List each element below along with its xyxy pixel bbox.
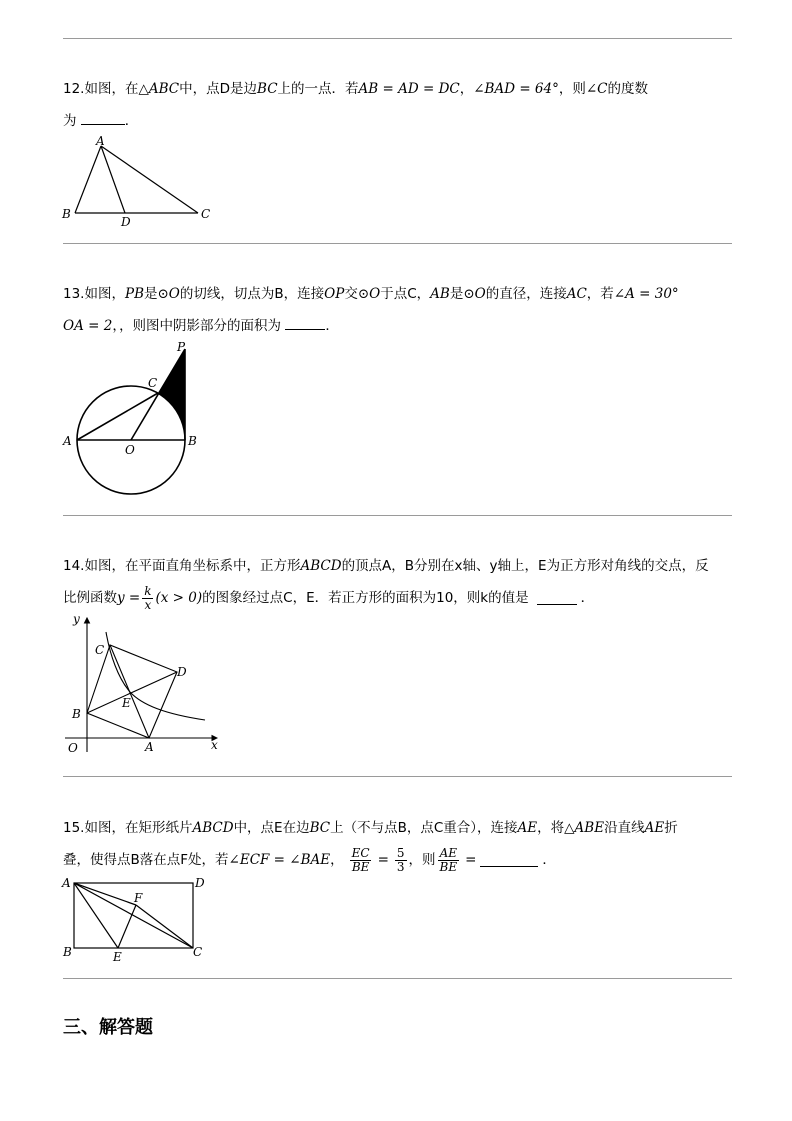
q15-label-c: C: [193, 945, 203, 959]
q13-label-p: P: [177, 340, 186, 354]
q13-math: ∠A = 30°: [613, 286, 679, 302]
divider-top: [63, 38, 732, 39]
q15-frac-den: BE: [439, 859, 458, 874]
section-heading: 三、解答题: [63, 1017, 153, 1038]
divider-q13: [63, 515, 732, 516]
q13-text: 的切线，切点为B，连接: [179, 286, 325, 302]
q14-diagonal-bd: [87, 672, 177, 713]
q15-frac-num: 5: [396, 845, 405, 860]
q13-line-1: [63, 285, 679, 303]
q13-text: 的直径，连接: [485, 286, 567, 302]
q15-text: 如图，在矩形纸片: [84, 820, 193, 836]
q15-math: BC: [309, 820, 331, 836]
q13-text: ，若: [586, 286, 614, 302]
q12-math: ∠BAD = 64°: [473, 81, 559, 97]
q14-label-y: y: [73, 612, 80, 626]
q13-text: 于点C，: [380, 286, 431, 302]
q15-math: ABCD: [192, 820, 234, 836]
q12-math: AB = AD = DC: [358, 81, 460, 97]
q12-label-b: B: [62, 207, 71, 221]
divider-q14: [63, 776, 732, 777]
q14-frac-num: k: [144, 583, 152, 598]
q15-frac-num: AE: [439, 845, 458, 860]
q15-frac-den: 3: [396, 859, 405, 874]
q12-figure: [60, 135, 220, 230]
q15-segment-fc: [136, 905, 193, 948]
q15-fraction-ae-over-be: [438, 847, 460, 874]
q12-text: 为: [63, 113, 77, 129]
q15-label-e: E: [113, 950, 122, 964]
q14-math: y =: [117, 590, 141, 606]
q15-math: AE: [644, 820, 665, 836]
q13-text: 是: [144, 286, 158, 302]
q14-square-abcd: [87, 645, 177, 738]
q13-text: ，: [112, 318, 120, 334]
q15-frac-num: EC: [351, 845, 370, 860]
q13-answer-blank[interactable]: [285, 317, 325, 330]
q13-figure: [58, 340, 208, 502]
q13-line-2: [63, 317, 339, 335]
q15-label-a: A: [62, 876, 71, 890]
q15-text: 叠，使得点B落在点F处，若: [63, 852, 229, 868]
q12-text: 上的一点．若: [277, 81, 359, 97]
q14-answer-blank[interactable]: [537, 592, 577, 605]
q15-equals: =: [377, 852, 389, 868]
q12-math: ∠C: [585, 81, 608, 97]
q13-math: AC: [566, 286, 587, 302]
divider-q15: [63, 978, 732, 979]
q14-period: ．: [580, 590, 595, 606]
q15-text: ，将: [537, 820, 565, 836]
q15-math: △ABE: [564, 820, 605, 836]
q15-fraction-5-over-3: [395, 847, 407, 874]
q13-text: ，则图中阴影部分的面积为: [119, 318, 282, 334]
q12-text: ，: [459, 81, 474, 97]
q14-text: 比例函数: [63, 590, 117, 606]
q15-segment-ae: [74, 883, 118, 948]
q13-math: ⊙O: [357, 286, 381, 302]
q14-frac-den: x: [144, 597, 152, 612]
q15-text: 上（不与点B，点C重合），连接: [330, 820, 518, 836]
q14-hyperbola: [106, 632, 205, 720]
q13-period: ．: [325, 318, 339, 334]
q12-text: 中，点D是边: [179, 81, 258, 97]
q12-period: ．: [124, 113, 139, 129]
q12-label-c: C: [201, 207, 211, 221]
q14-math: (x > 0): [155, 590, 203, 606]
q12-line-1: [63, 80, 648, 98]
divider-q12: [63, 243, 732, 244]
q13-math: OP: [324, 286, 345, 302]
q12-answer-blank[interactable]: [81, 112, 125, 125]
q12-number: 12.: [63, 81, 85, 97]
q15-number: 15.: [63, 820, 85, 836]
q13-math: PB: [124, 286, 144, 302]
q14-text: 如图，在平面直角坐标系中，正方形: [84, 558, 301, 574]
q12-text: 的度数: [607, 81, 649, 97]
q13-label-a: A: [63, 434, 72, 448]
q12-math: △ABC: [138, 81, 180, 97]
q13-label-o: O: [125, 443, 135, 457]
q15-text: 中，点E在边: [233, 820, 310, 836]
q15-period: ．: [542, 852, 556, 868]
q12-segment-ad: [101, 146, 125, 213]
q13-label-c: C: [148, 376, 158, 390]
q15-text: ，: [330, 852, 344, 868]
q13-number: 13.: [63, 286, 85, 302]
q14-text: 的顶点A，B分别在x轴、y轴上，E为正方形对角线的交点，反: [341, 558, 709, 574]
q12-text: ，则: [558, 81, 586, 97]
q12-segment-ac: [101, 146, 198, 213]
q15-frac-den: BE: [351, 859, 370, 874]
q15-text: 折: [664, 820, 678, 836]
q14-label-e: E: [122, 696, 131, 710]
q14-math: ABCD: [300, 558, 342, 574]
q15-label-f: F: [134, 891, 143, 905]
q13-math: ⊙O: [463, 286, 486, 302]
q15-text: ，则: [408, 852, 436, 868]
q15-text: 沿直线: [604, 820, 645, 836]
q12-line-2: [63, 112, 138, 130]
q14-figure: [60, 610, 230, 760]
q14-fraction-k-over-x: [142, 585, 153, 612]
q14-label-b: B: [72, 707, 81, 721]
q12-label-d: D: [121, 215, 131, 229]
q14-label-o: O: [68, 741, 78, 755]
q15-line-1: [63, 819, 678, 837]
q14-text: 的图象经过点C，E．若正方形的面积为10，则k的值是: [202, 590, 529, 606]
q15-segment-af: [74, 883, 136, 905]
q15-figure: [60, 872, 220, 967]
q15-label-b: B: [63, 945, 72, 959]
q14-label-a: A: [145, 740, 154, 754]
q12-label-a: A: [96, 135, 105, 148]
q14-number: 14.: [63, 558, 85, 574]
q14-line-1: [63, 557, 709, 575]
q15-math: AE: [517, 820, 538, 836]
q13-math: AB: [430, 286, 450, 302]
q13-label-b: B: [188, 434, 197, 448]
q12-text: 如图，在: [84, 81, 139, 97]
q13-math: ⊙O: [157, 286, 180, 302]
q13-text: 交: [344, 286, 358, 302]
q13-text: 如图，: [84, 286, 125, 302]
q15-equals: =: [465, 852, 477, 868]
q14-label-c: C: [95, 643, 105, 657]
q14-label-x: x: [211, 738, 218, 752]
q15-fraction-ec-over-be: [350, 847, 372, 874]
q13-text: 是: [449, 286, 464, 302]
q15-answer-blank[interactable]: [480, 854, 538, 867]
q13-shaded-region: [158, 349, 185, 440]
q15-math: ∠ECF = ∠BAE: [228, 852, 331, 868]
q14-label-d: D: [177, 665, 187, 679]
q15-label-d: D: [195, 876, 205, 890]
q13-math: OA = 2: [63, 318, 113, 334]
q12-math: BC: [257, 81, 278, 97]
q12-segment-ab: [75, 146, 101, 213]
